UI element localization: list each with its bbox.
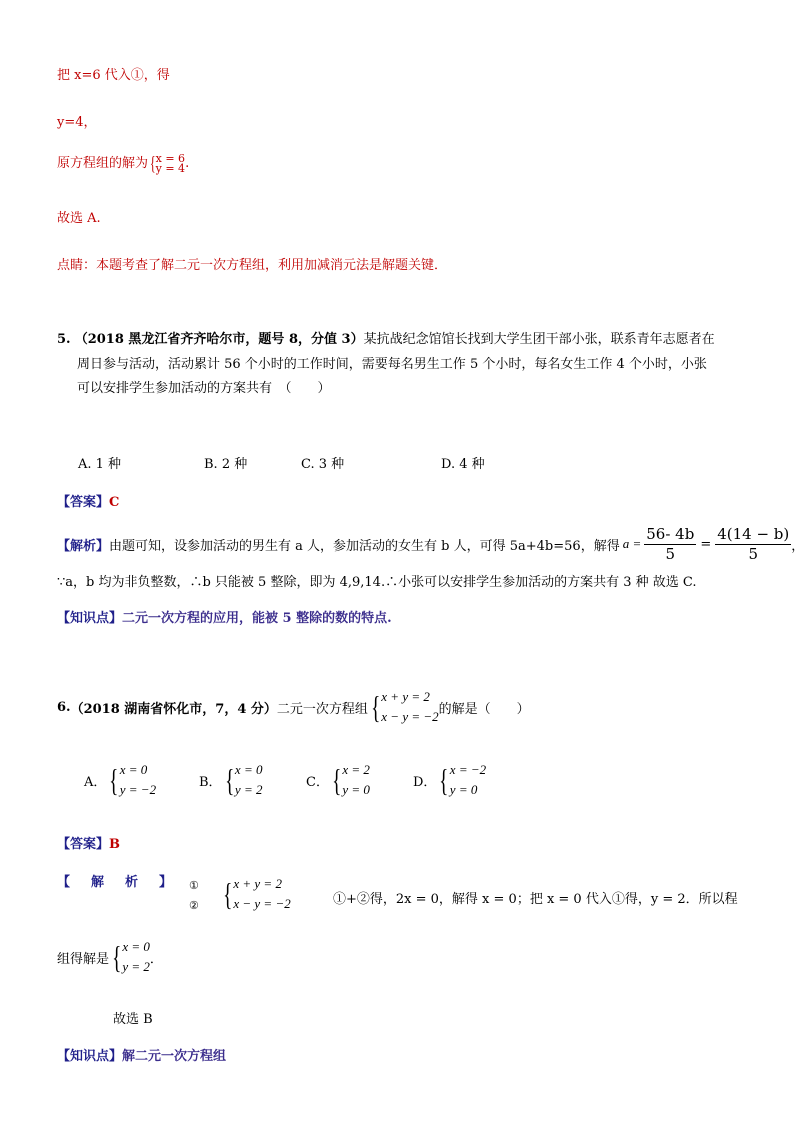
solution-result-prefix: 原方程组的解为	[57, 156, 149, 171]
q6-analysis-system-wrap	[220, 874, 291, 914]
q6-choose-line: 故选 B	[113, 1012, 153, 1027]
option-label: A．	[84, 774, 107, 790]
q6-stem-suffix: 的解是（ ）	[438, 701, 530, 717]
q5-equals-sign: =	[700, 536, 712, 552]
option-label: C．	[306, 774, 329, 790]
q5-analysis-text: 由题可知，设参加活动的男生有 a 人，参加活动的女生有 b 人，可得 5a+4b=56，解得	[109, 538, 620, 554]
q6-stem-prefix: 二元一次方程组	[276, 701, 368, 717]
q5-text-line1: 某抗战纪念馆馆长找到大学生团干部小张，联系青年志愿者在	[363, 332, 715, 347]
system-row: x = 0	[122, 939, 150, 954]
q5-analysis-var: a =	[622, 536, 642, 551]
q6-answer-value: B	[109, 837, 121, 852]
fraction-numerator: 4(14 − b)	[717, 524, 790, 543]
system-row: x + y = 2	[381, 689, 430, 704]
q6-analysis-label: 【 解 析 】	[57, 875, 177, 890]
q6-answer	[57, 833, 120, 852]
solution-row: y = 4	[155, 161, 186, 175]
option-row: x = −2	[449, 762, 487, 777]
q5-number: 5.	[57, 332, 71, 347]
option-system: { x = 0 y = 2	[224, 762, 263, 798]
system-row: x − y = −2	[233, 896, 291, 911]
option-system: { x = −2 y = 0	[439, 762, 487, 798]
q5-knowledge	[57, 607, 392, 626]
solution-substitute-line: 把 x=6 代入①，得	[57, 68, 170, 83]
solution-y-value: y=4，	[57, 115, 97, 130]
q5-knowledge-text: 二元一次方程的应用，能被 5 整除的数的特点.	[122, 611, 392, 626]
q5-text-line3: 可以安排学生参加活动的方案共有 （ ）	[77, 381, 331, 396]
solution-choose-line: 故选 A.	[57, 211, 101, 226]
q5-source: （2018 黑龙江省齐齐哈尔市，题号 8，分值 3）	[74, 332, 364, 347]
q6-source: （2018 湖南省怀化市，7，4 分）	[70, 701, 277, 717]
q6-option-c[interactable]	[306, 760, 370, 800]
solution-row: x = 6	[155, 151, 186, 165]
q5-answer-label: 【答案】	[57, 495, 110, 510]
equation-marker-2: ②	[189, 899, 199, 912]
q6-analysis-system: { x + y = 2 x − y = −2	[223, 876, 291, 912]
q6-stem	[57, 684, 530, 730]
q6-knowledge	[57, 1045, 226, 1064]
q6-result-line	[57, 937, 163, 977]
q6-system: { x + y = 2 x − y = −2	[370, 689, 439, 725]
q5-stem	[57, 327, 715, 352]
option-row: x = 0	[234, 762, 263, 777]
q6-equation-markers	[189, 876, 199, 916]
option-system: { x = 0 y = −2	[109, 762, 157, 798]
q5-text-line2: 周日参与活动，活动累计 56 个小时的工作时间，需要每名男生工作 5 个小时，每名女生工作 4 个小时，小张	[77, 357, 707, 372]
fraction-denominator: 5	[748, 544, 759, 563]
q5-option-d[interactable]: D. 4 种	[441, 457, 485, 472]
solution-result-line	[57, 152, 189, 174]
q5-answer-value: C	[109, 495, 120, 510]
option-row: y = 0	[342, 782, 370, 797]
q5-option-b[interactable]: B. 2 种	[204, 457, 248, 472]
system-row: x − y = −2	[381, 709, 439, 724]
system-row: y = 2	[122, 959, 150, 974]
q6-option-b[interactable]	[199, 760, 262, 800]
option-system: { x = 2 y = 0	[332, 762, 370, 798]
q5-analysis-label: 【解析】	[57, 538, 110, 554]
q5-analysis-line2: ∵a，b 均为非负整数，∴b 只能被 5 整除，即为 4,9,14.∴小张可以安排学生参加活动的方案共有 3 种 故选 C.	[57, 575, 697, 590]
solution-system: { x = 6 y = 4	[149, 151, 186, 175]
q6-knowledge-text: 解二元一次方程组	[122, 1049, 227, 1064]
q5-option-c[interactable]: C. 3 种	[301, 457, 345, 472]
q5-fraction-1	[644, 525, 696, 564]
q5-knowledge-label: 【知识点】	[57, 611, 123, 626]
q6-option-a[interactable]	[84, 760, 156, 800]
option-label: B．	[199, 774, 222, 790]
solution-comment: 点睛：本题考查了解二元一次方程组，利用加减消元法是解题关键．	[57, 258, 448, 273]
q6-number: 6.	[57, 699, 71, 715]
q6-option-d[interactable]	[413, 760, 486, 800]
q6-result-prefix: 组得解是	[57, 951, 110, 967]
option-label: D．	[413, 774, 437, 790]
q6-analysis-text: ①+②得，2x = 0，解得 x = 0；把 x = 0 代入①得，y = 2．所以程	[333, 892, 738, 907]
option-row: y = 2	[234, 782, 263, 797]
q5-option-a[interactable]: A. 1 种	[78, 457, 122, 472]
q6-answer-label: 【答案】	[57, 837, 110, 852]
system-row: x + y = 2	[233, 876, 282, 891]
option-row: x = 2	[342, 762, 370, 777]
equation-marker-1: ①	[189, 879, 199, 892]
q5-analysis	[57, 521, 804, 567]
option-row: y = −2	[119, 782, 157, 797]
option-row: y = 0	[449, 782, 478, 797]
q5-answer	[57, 491, 119, 510]
q6-knowledge-label: 【知识点】	[57, 1049, 123, 1064]
q5-analysis-comma: ，	[791, 538, 804, 554]
option-row: x = 0	[119, 762, 148, 777]
fraction-numerator: 56- 4b	[646, 524, 695, 543]
solution-result-suffix: .	[185, 156, 190, 171]
fraction-denominator: 5	[665, 544, 676, 563]
q6-result-system: { x = 0 y = 2	[112, 939, 150, 975]
q6-result-suffix: ．	[149, 951, 163, 967]
q5-fraction-2	[715, 525, 791, 564]
